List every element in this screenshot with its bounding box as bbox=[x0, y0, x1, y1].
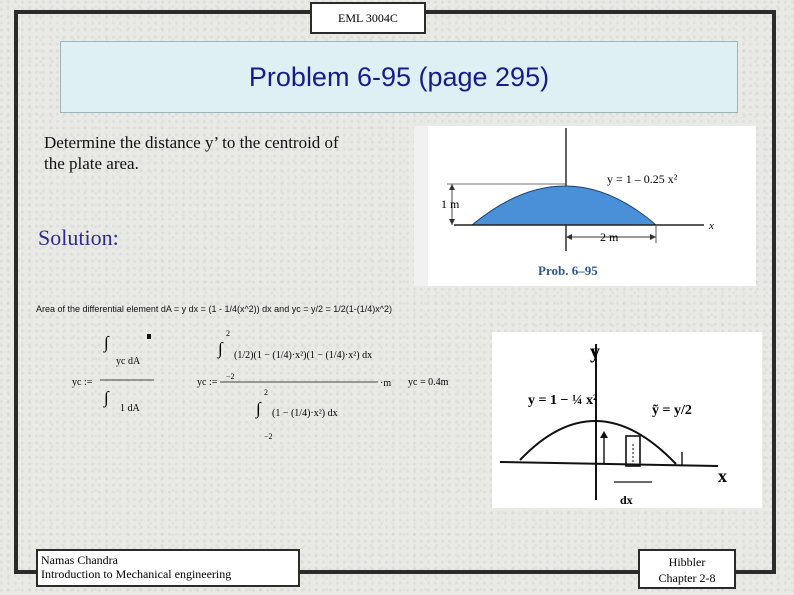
course-name: Introduction to Mechanical engineering bbox=[41, 567, 232, 581]
width-arrow-left bbox=[566, 234, 572, 240]
eq2-den-lower-limit: −2 bbox=[264, 432, 273, 441]
eq2-num-integral: ∫ bbox=[218, 339, 223, 358]
eq1-integral-num: ∫ bbox=[104, 333, 109, 352]
sketch-ytilde-label: ỹ = y/2 bbox=[652, 403, 692, 418]
eq1-integral-den: ∫ bbox=[104, 388, 109, 407]
eq2-num-lower-limit: −2 bbox=[226, 372, 235, 381]
curve-equation-label: y = 1 – 0.25 x² bbox=[607, 172, 678, 186]
problem-figure bbox=[414, 126, 756, 286]
page-margin-strip bbox=[414, 126, 428, 286]
width-dimension-label: 2 m bbox=[600, 230, 619, 244]
eq2-lhs: yc := bbox=[197, 377, 218, 388]
eq1-denominator: 1 dA bbox=[120, 403, 140, 414]
eq1-lhs: yc := bbox=[72, 377, 93, 388]
sketch-x-label: x bbox=[718, 466, 727, 486]
hand-sketch bbox=[492, 332, 762, 508]
problem-statement bbox=[44, 132, 404, 174]
x-axis-label: x bbox=[709, 220, 714, 232]
eq2-den-integral: ∫ bbox=[256, 399, 261, 418]
sketch-dx-label: dx bbox=[620, 493, 633, 507]
source-author: Hibbler bbox=[668, 555, 706, 569]
sketch-y-label: y bbox=[590, 341, 600, 363]
eq2-num-upper-limit: 2 bbox=[226, 329, 230, 338]
eq2-den-upper-limit: 2 bbox=[264, 388, 268, 397]
height-arrow-top bbox=[449, 184, 455, 190]
problem-line-2: the plate area. bbox=[44, 154, 139, 173]
course-code-label: EML 3004C bbox=[310, 2, 426, 34]
cursor-marker bbox=[147, 334, 151, 339]
sketch-x-axis bbox=[500, 462, 718, 466]
eq1-numerator: yc dA bbox=[116, 356, 141, 367]
eq2-unit: ·m bbox=[380, 378, 392, 389]
hand-sketch-svg bbox=[492, 332, 762, 508]
sketch-y-arrowhead bbox=[600, 431, 608, 438]
eq2-numerator-body: (1/2)(1 − (1/4)·x²)(1 − (1/4)·x²) dx bbox=[234, 350, 373, 361]
author-box bbox=[36, 549, 300, 587]
solution-label: Solution: bbox=[38, 225, 119, 250]
height-arrow-bottom bbox=[449, 219, 455, 225]
page-title: Problem 6-95 (page 295) bbox=[248, 61, 550, 92]
figure-caption: Prob. 6–95 bbox=[538, 263, 598, 278]
plate-area-shape bbox=[472, 186, 656, 225]
sketch-curve bbox=[520, 421, 676, 464]
title-box bbox=[60, 41, 738, 113]
height-dimension-label: 1 m bbox=[441, 197, 460, 211]
problem-line-1: Determine the distance y’ to the centroid of bbox=[44, 133, 339, 152]
width-arrow-right bbox=[650, 234, 656, 240]
sketch-curve-label: y = 1 − ¼ x² bbox=[528, 393, 598, 408]
author-name: Namas Chandra bbox=[41, 553, 118, 567]
problem-figure-svg bbox=[414, 126, 756, 286]
source-chapter: Chapter 2-8 bbox=[658, 571, 716, 585]
result-value: yc = 0.4m bbox=[408, 377, 449, 388]
mathcad-worksheet-svg bbox=[60, 328, 480, 448]
differential-element-note: Area of the differential element dA = y dx = (1 - 1/4(x^2)) dx and yc = y/2 = 1/2(1-(1/4)x^2) bbox=[36, 304, 392, 314]
eq2-denominator-body: (1 − (1/4)·x²) dx bbox=[272, 408, 338, 419]
mathcad-worksheet bbox=[60, 328, 480, 448]
source-box bbox=[638, 549, 736, 589]
